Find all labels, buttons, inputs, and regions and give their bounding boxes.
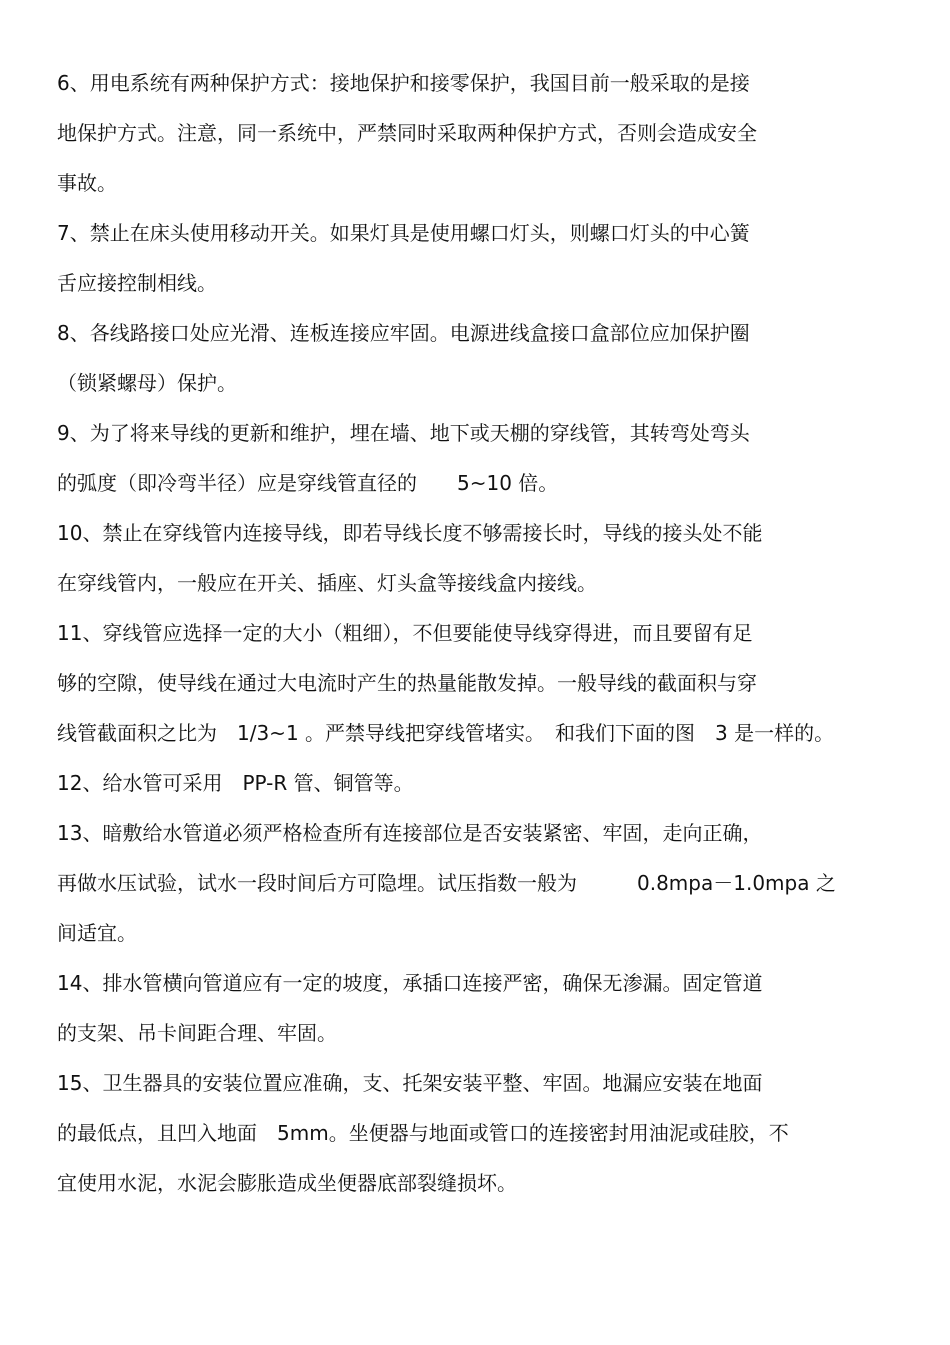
- text-line: 够的空隙，使导线在通过大电流时产生的热量能散发掉。一般导线的截面积与穿: [57, 671, 757, 695]
- text-line: 6、用电系统有两种保护方式：接地保护和接零保护，我国目前一般采取的是接: [57, 71, 750, 95]
- text-line: 11、穿线管应选择一定的大小（粗细），不但要能使导线穿得进，而且要留有足: [57, 621, 753, 645]
- text-line: 14、排水管横向管道应有一定的坡度，承插口连接严密，确保无渗漏。固定管道: [57, 971, 763, 995]
- text-line: 的弧度（即冷弯半径）应是穿线管直径的 5~10 倍。: [57, 471, 559, 495]
- text-line: 地保护方式。注意，同一系统中，严禁同时采取两种保护方式，否则会造成安全: [57, 121, 757, 145]
- text-line: 的支架、吊卡间距合理、牢固。: [57, 1021, 337, 1045]
- text-line: 线管截面积之比为 1/3~1 。严禁导线把穿线管堵实。 和我们下面的图 3 是一样的。: [57, 721, 835, 745]
- text-line: 12、给水管可采用 PP-R 管、铜管等。: [57, 771, 414, 795]
- text-line: 7、禁止在床头使用移动开关。如果灯具是使用螺口灯头，则螺口灯头的中心簧: [57, 221, 750, 245]
- text-line: 9、为了将来导线的更新和维护，埋在墙、地下或天棚的穿线管，其转弯处弯头: [57, 421, 750, 445]
- text-line: 宜使用水泥，水泥会膨胀造成坐便器底部裂缝损坏。: [57, 1171, 517, 1195]
- text-line: 8、各线路接口处应光滑、连板连接应牢固。电源进线盒接口盒部位应加保护圈: [57, 321, 750, 345]
- text-line: 10、禁止在穿线管内连接导线，即若导线长度不够需接长时，导线的接头处不能: [57, 521, 763, 545]
- text-line: （锁紧螺母）保护。: [57, 371, 237, 395]
- text-line: 13、暗敷给水管道必须严格检查所有连接部位是否安装紧密、牢固，走向正确，: [57, 821, 763, 845]
- text-line: 的最低点，且凹入地面 5mm。坐便器与地面或管口的连接密封用油泥或硅胶，不: [57, 1121, 789, 1145]
- text-line: 事故。: [57, 171, 117, 195]
- text-line: 舌应接控制相线。: [57, 271, 217, 295]
- text-line: 再做水压试验，试水一段时间后方可隐埋。试压指数一般为 0.8mpa－1.0mpa 之: [57, 871, 836, 895]
- text-line: 15、卫生器具的安装位置应准确，支、托架安装平整、牢固。地漏应安装在地面: [57, 1071, 763, 1095]
- text-line: 间适宜。: [57, 921, 137, 945]
- text-line: 在穿线管内，一般应在开关、插座、灯头盒等接线盒内接线。: [57, 571, 597, 595]
